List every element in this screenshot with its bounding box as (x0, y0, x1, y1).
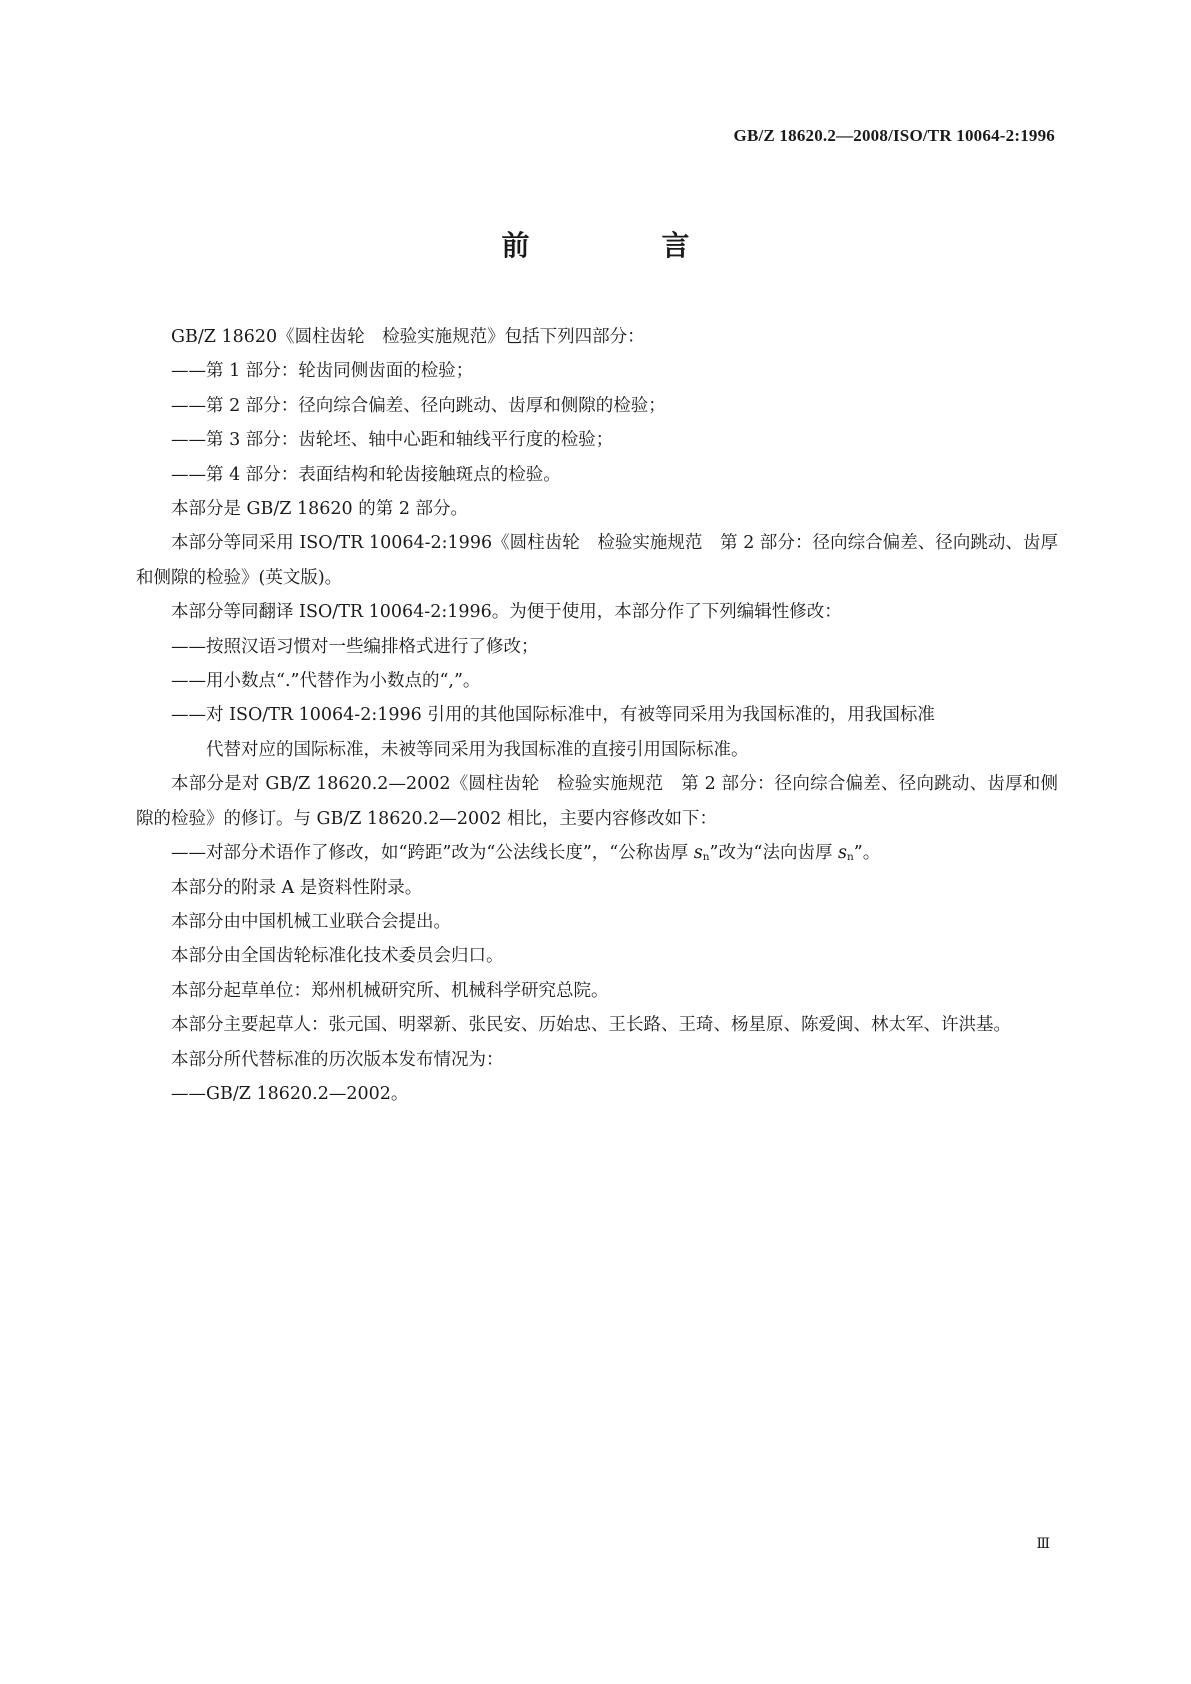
text-run: ”改为“法向齿厚 (709, 843, 839, 864)
list-item: ——对 ISO/TR 10064-2:1996 引用的其他国际标准中，有被等同采用为我国标准的，用我国标准 (171, 705, 935, 726)
paragraph: 本部分所代替标准的历次版本发布情况为： (171, 1049, 504, 1070)
list-item: ——第 4 部分：表面结构和轮齿接触斑点的检验。 (171, 464, 561, 485)
paragraph: 本部分的附录 A 是资料性附录。 (171, 877, 423, 898)
symbol-s: s (693, 843, 703, 864)
paragraph: GB/Z 18620《圆柱齿轮 检验实施规范》包括下列四部分： (171, 327, 645, 347)
paragraph: 本部分等同翻译 ISO/TR 10064-2:1996。为便于使用，本部分作了下列编辑性修改： (171, 602, 842, 623)
list-item: ——按照汉语习惯对一些编排格式进行了修改； (171, 636, 539, 657)
list-item: ——用小数点“.”代替作为小数点的“,”。 (171, 671, 481, 692)
list-item: ——第 3 部分：齿轮坯、轴中心距和轴线平行度的检验； (171, 430, 614, 451)
paragraph: 本部分主要起草人：张元国、明翠新、张民安、历始忠、王长路、王琦、杨星原、陈爱闽、林太军、许洪基。 (171, 1015, 1011, 1036)
subscript-n: n (847, 851, 854, 864)
list-item: ——第 2 部分：径向综合偏差、径向跳动、齿厚和侧隙的检验； (171, 395, 666, 416)
paragraph: 本部分起草单位：郑州机械研究所、机械科学研究总院。 (171, 980, 609, 1001)
list-item: ——第 1 部分：轮齿同侧齿面的检验； (171, 361, 474, 382)
text-run: ”。 (853, 843, 881, 864)
paragraph: 本部分是 GB/Z 18620 的第 2 部分。 (171, 499, 469, 520)
paragraph: 本部分是对 GB/Z 18620.2—2002《圆柱齿轮 检验实施规范 第 2 部分：径向综合偏差、径向跳动、齿厚和侧隙的检验》的修订。与 GB/Z 18620.2—2002 相比，主要内容修改如下： (136, 774, 1058, 829)
text-run: ——对部分术语作了修改，如“跨距”改为“公法线长度”，“公称齿厚 (171, 843, 694, 864)
list-item-continuation: 代替对应的国际标准，未被等同采用为我国标准的直接引用国际标准。 (206, 739, 749, 760)
foreword-body (136, 320, 1058, 1111)
paragraph: 本部分由全国齿轮标准化技术委员会归口。 (171, 946, 504, 967)
symbol-s: s (838, 843, 847, 864)
page-number: Ⅲ (1036, 1536, 1050, 1552)
page-title: 前 言 (501, 229, 742, 262)
paragraph: 本部分等同采用 ISO/TR 10064-2:1996《圆柱齿轮 检验实施规范 第 2 部分：径向综合偏差、径向跳动、齿厚和侧隙的检验》(英文版)。 (136, 533, 1058, 588)
standard-number-header: GB/Z 18620.2—2008/ISO/TR 10064-2:1996 (733, 126, 1055, 145)
list-item: ——GB/Z 18620.2—2002。 (171, 1083, 409, 1104)
list-item (136, 836, 1058, 870)
paragraph: 本部分由中国机械工业联合会提出。 (171, 911, 451, 932)
subscript-n: n (702, 851, 710, 864)
